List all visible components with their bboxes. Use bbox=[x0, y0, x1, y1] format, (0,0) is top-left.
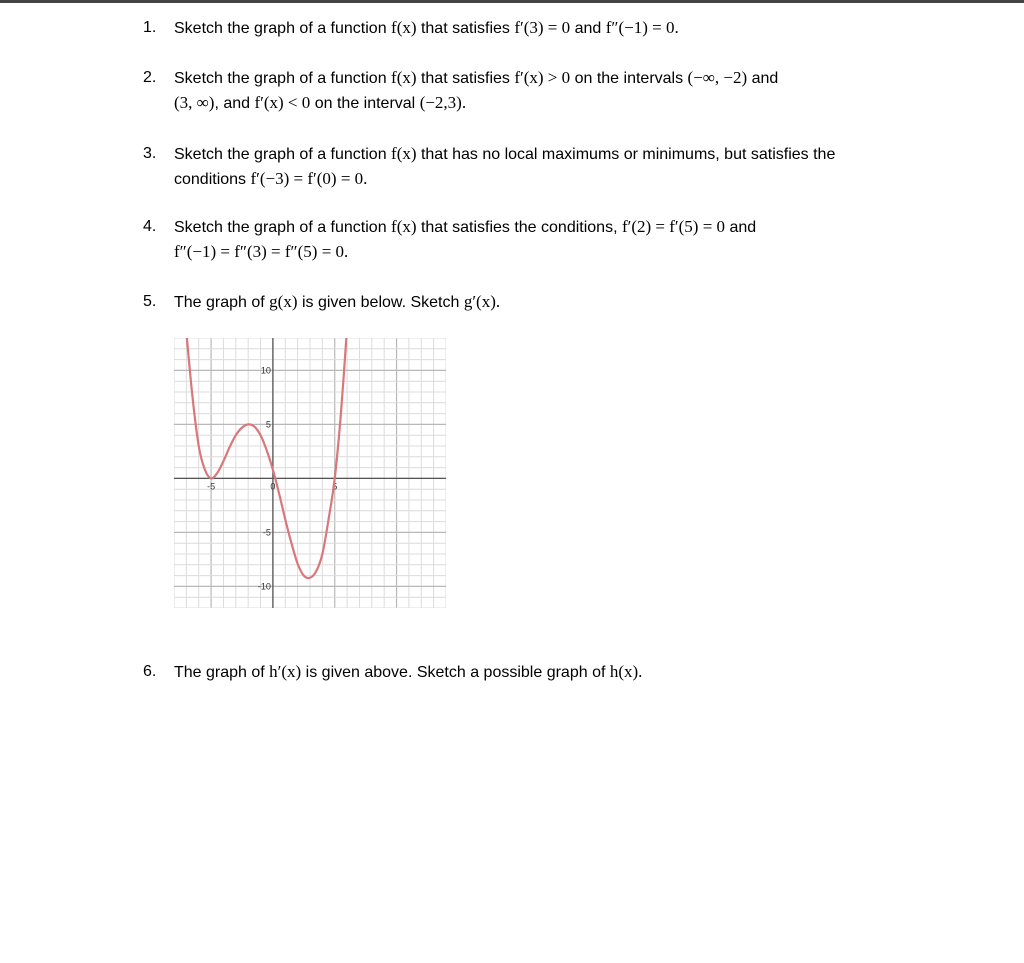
question-line bbox=[174, 142, 919, 167]
question-number: 2. bbox=[143, 69, 157, 86]
math-expression: f(x) bbox=[391, 217, 417, 236]
question-text-run: on the intervals bbox=[570, 70, 688, 87]
question-text bbox=[174, 660, 919, 685]
math-expression: g′(x). bbox=[463, 292, 501, 311]
question-text-run: Sketch the graph of a function bbox=[174, 146, 392, 163]
question-text-run: that satisfies bbox=[416, 70, 515, 87]
question-text-run: Sketch the graph of a function bbox=[174, 20, 392, 37]
math-expression: f′(2) = f′(5) = 0 bbox=[621, 217, 726, 236]
question-text-run: and bbox=[570, 20, 606, 37]
question-text-run: Sketch the graph of a function bbox=[174, 70, 392, 87]
math-expression: f(x) bbox=[391, 68, 417, 87]
math-expression: (−2,3). bbox=[419, 93, 467, 112]
x-tick-label: 5 bbox=[332, 481, 338, 492]
question-line bbox=[174, 91, 919, 116]
question-text bbox=[174, 142, 919, 192]
math-expression: f′(x) < 0 bbox=[254, 93, 311, 112]
question-line bbox=[174, 167, 919, 192]
question-line bbox=[174, 215, 919, 240]
x-tick-label: -5 bbox=[207, 481, 216, 492]
question-line bbox=[174, 66, 919, 91]
math-expression: (−∞, −2) bbox=[687, 68, 748, 87]
question-text bbox=[174, 290, 919, 315]
question-text-run: is given above. Sketch a possible graph of bbox=[301, 664, 610, 681]
graph-g-of-x bbox=[174, 338, 446, 608]
question-text bbox=[174, 66, 919, 116]
question-text bbox=[174, 215, 919, 265]
question-line bbox=[174, 660, 919, 685]
y-tick-label: -10 bbox=[257, 581, 271, 592]
math-expression: f″(−1) = 0. bbox=[605, 18, 679, 37]
math-expression: h′(x) bbox=[269, 662, 302, 681]
question-text-run: that satisfies the conditions, bbox=[416, 219, 622, 236]
question-text-run: and bbox=[747, 70, 779, 87]
question-text-run: conditions bbox=[174, 171, 251, 188]
question-number: 4. bbox=[143, 218, 157, 235]
graph-svg bbox=[174, 338, 446, 608]
x-tick-label: 0 bbox=[270, 481, 276, 492]
math-expression: f′(x) > 0 bbox=[514, 68, 571, 87]
math-expression: f(x) bbox=[391, 18, 417, 37]
math-expression: g(x) bbox=[269, 292, 298, 311]
question-text-run: is given below. Sketch bbox=[297, 294, 464, 311]
question-text bbox=[174, 16, 919, 41]
math-expression: (3, ∞) bbox=[174, 93, 215, 112]
question-line bbox=[174, 290, 919, 315]
y-tick-label: 10 bbox=[260, 365, 271, 376]
math-expression: f″(−1) = f″(3) = f″(5) = 0. bbox=[174, 242, 349, 261]
question-number: 3. bbox=[143, 145, 157, 162]
math-expression: f(x) bbox=[391, 144, 417, 163]
question-text-run: The graph of bbox=[174, 664, 270, 681]
question-text-run: The graph of bbox=[174, 294, 270, 311]
y-tick-label: -5 bbox=[262, 527, 271, 538]
question-line bbox=[174, 16, 919, 41]
graph-grid bbox=[174, 338, 446, 608]
question-text-run: that has no local maximums or minimums, but satisfies the bbox=[416, 146, 836, 163]
page-top-rule bbox=[0, 0, 1024, 3]
question-number: 1. bbox=[143, 19, 157, 36]
question-text-run: on the interval bbox=[310, 95, 420, 112]
math-expression: f′(−3) = f′(0) = 0. bbox=[250, 169, 368, 188]
math-expression: h(x). bbox=[609, 662, 643, 681]
question-text-run: , and bbox=[214, 95, 255, 112]
question-text-run: that satisfies bbox=[416, 20, 515, 37]
y-tick-label: 5 bbox=[265, 419, 271, 430]
question-number: 5. bbox=[143, 293, 157, 310]
question-text-run: and bbox=[725, 219, 757, 236]
math-expression: f′(3) = 0 bbox=[514, 18, 571, 37]
question-number: 6. bbox=[143, 663, 157, 680]
question-text-run: Sketch the graph of a function bbox=[174, 219, 392, 236]
question-line bbox=[174, 240, 919, 265]
